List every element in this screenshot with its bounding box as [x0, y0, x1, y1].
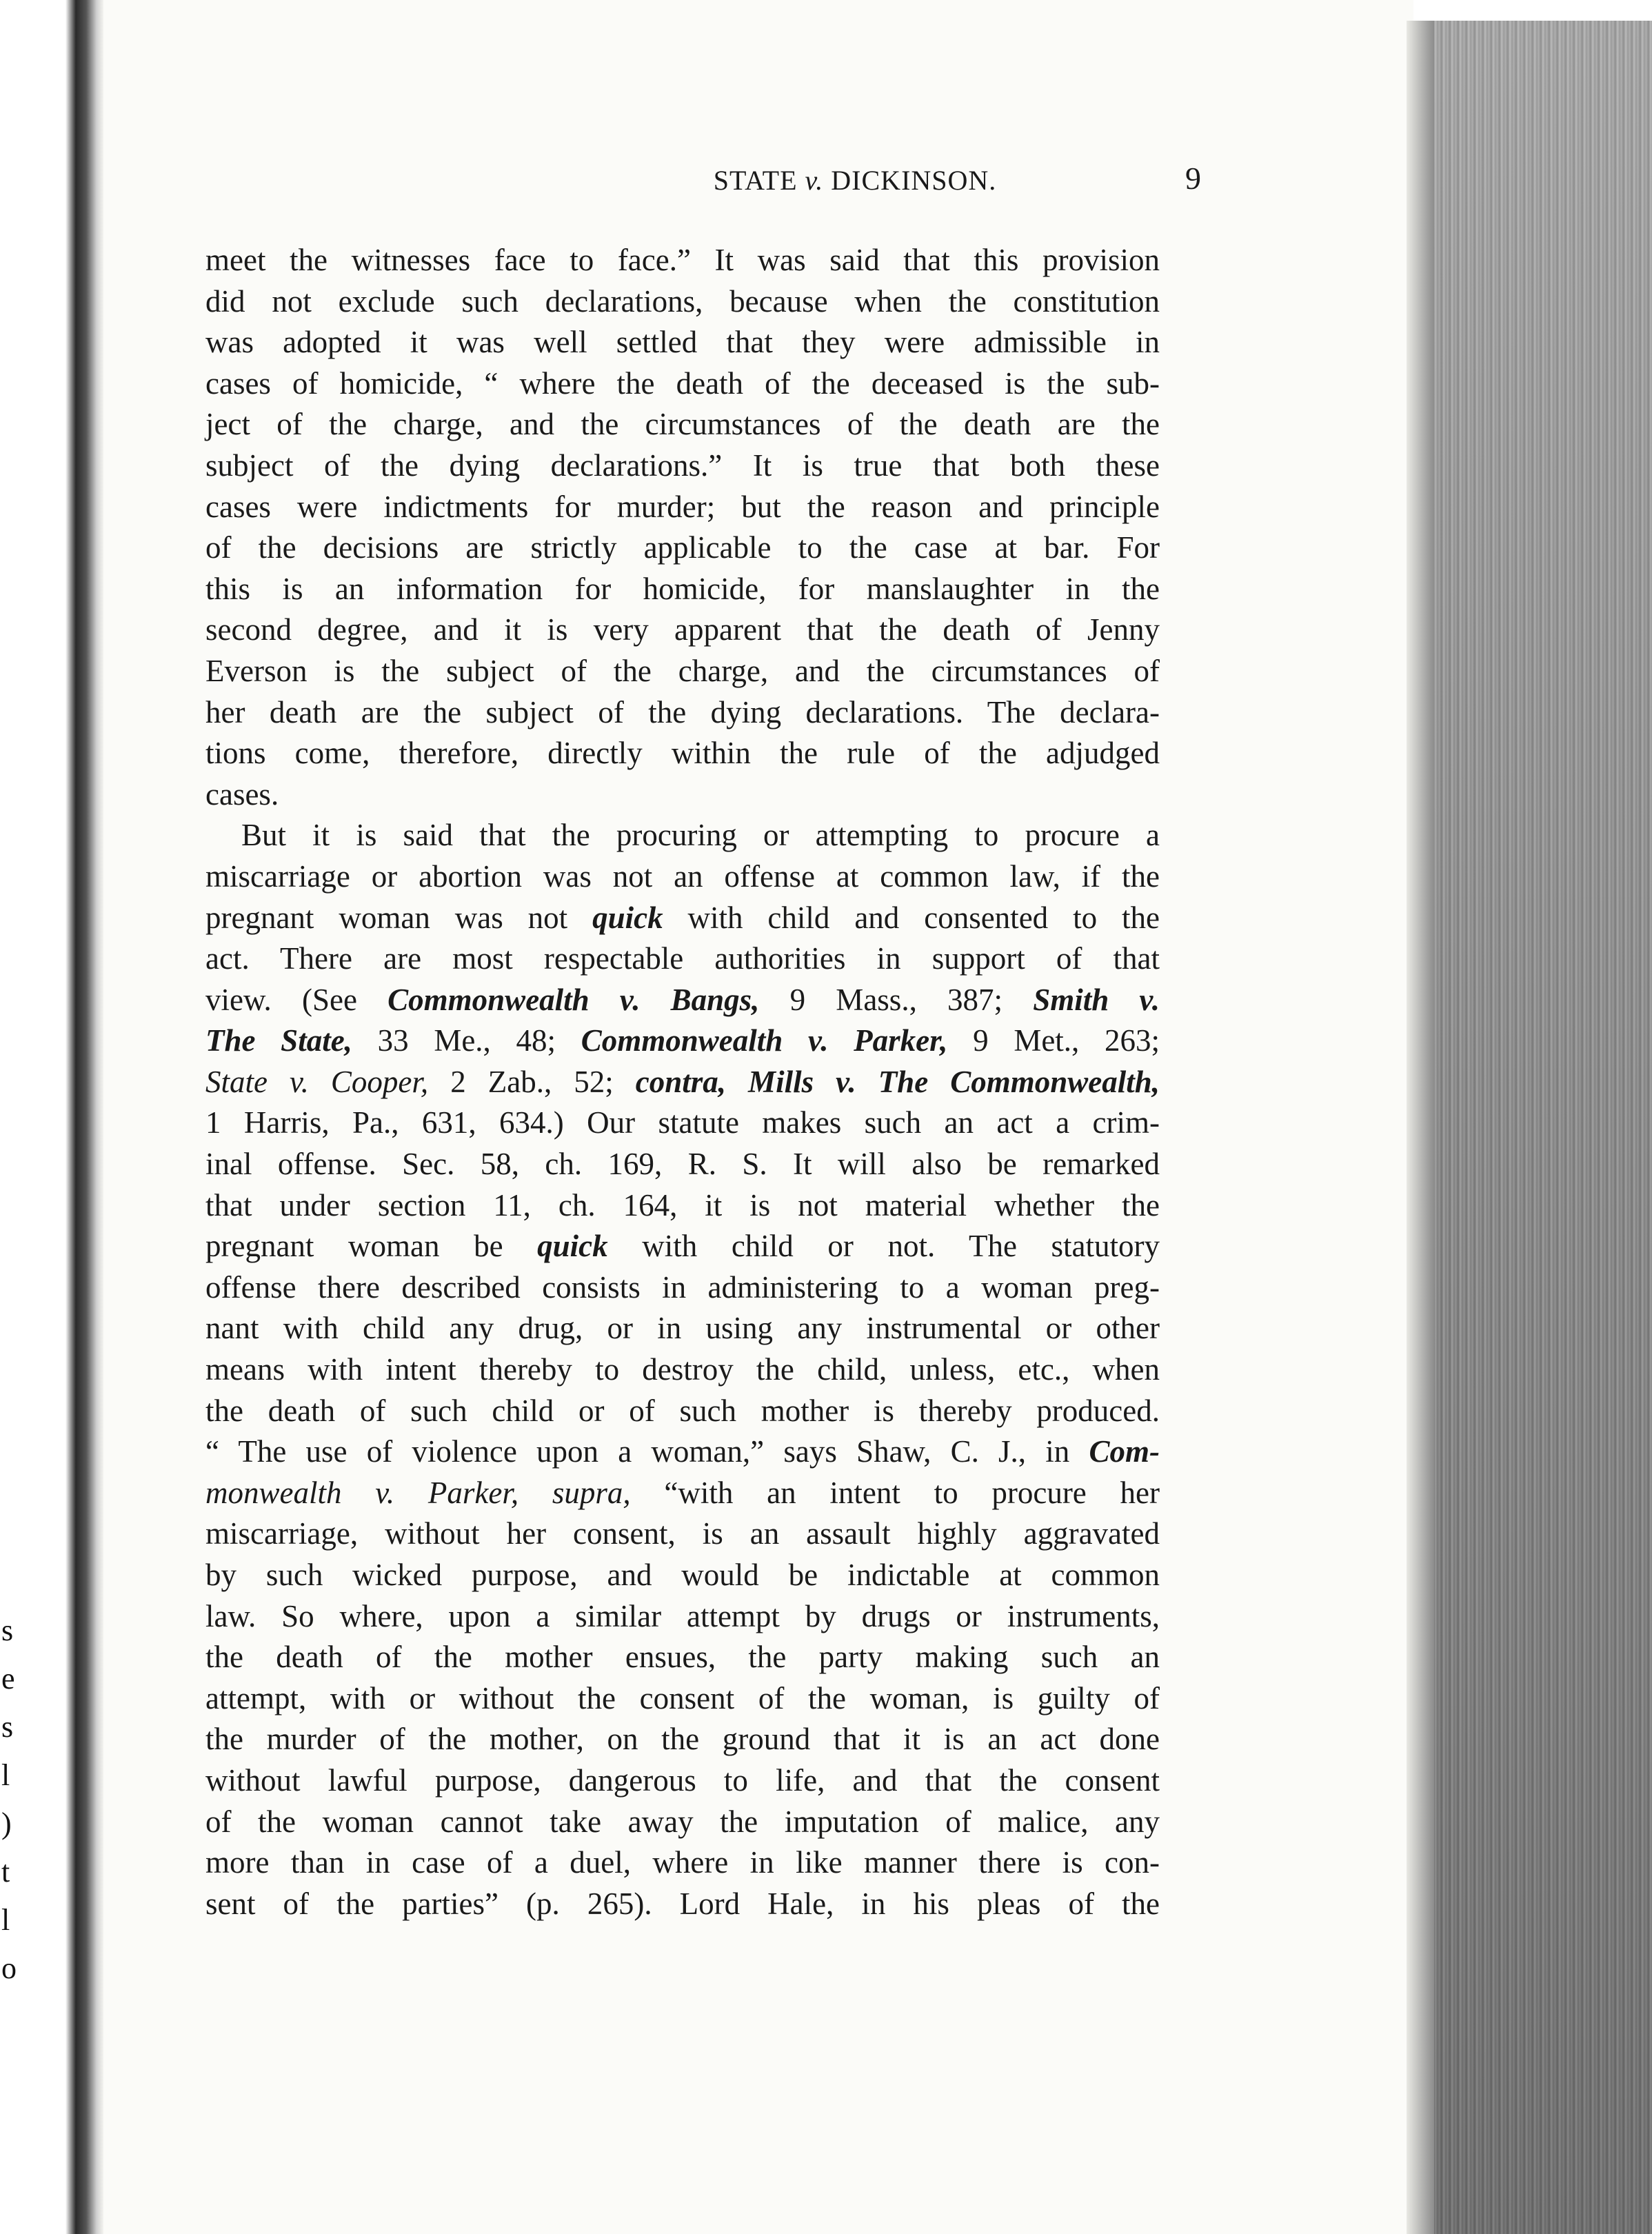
- text-line: [205, 980, 1160, 1021]
- case-citation-text: contra, Mills v. The Commonwealth,: [635, 1064, 1160, 1099]
- text-line: [205, 856, 1160, 898]
- text-segment: attempt, with or without the consent of the woman, is guilty of: [205, 1680, 1160, 1715]
- margin-mark: ): [1, 1807, 12, 1840]
- text-line: [205, 1678, 1160, 1720]
- text-line: [205, 1802, 1160, 1843]
- text-line: [205, 281, 1160, 323]
- running-head-right: DICKINSON.: [831, 165, 997, 196]
- text-line: [205, 1391, 1160, 1432]
- margin-mark: l: [1, 1758, 10, 1792]
- case-citation-text: Com-: [1089, 1434, 1160, 1469]
- text-segment: 9 Mass., 387;: [759, 982, 1034, 1017]
- text-line: [205, 445, 1160, 487]
- text-line: [205, 1760, 1160, 1802]
- text-segment: ject of the charge, and the circumstances of the death are the: [205, 407, 1160, 442]
- running-head-left: STATE: [713, 165, 798, 196]
- margin-mark: s: [1, 1613, 14, 1647]
- text-segment: sent of the parties” (p. 265). Lord Hale, in his pleas of the: [205, 1886, 1160, 1921]
- text-line: [205, 240, 1160, 281]
- text-segment: by such wicked purpose, and would be indictable at common: [205, 1558, 1160, 1592]
- text-line: [205, 1637, 1160, 1678]
- text-line: [205, 1267, 1160, 1309]
- text-segment: “with an intent to procure her: [630, 1475, 1160, 1510]
- text-line: [205, 692, 1160, 734]
- text-segment: cases of homicide, “ where the death of the deceased is the sub-: [205, 365, 1160, 401]
- case-citation-text: quick: [592, 900, 663, 935]
- text-segment: nant with child any drug, or in using any instrumental or other: [205, 1311, 1160, 1346]
- text-line: [205, 1596, 1160, 1638]
- text-segment: meet the witnesses face to face.” It was said that this provision: [205, 243, 1160, 277]
- text-line: [205, 1226, 1160, 1267]
- text-line: [205, 815, 1160, 856]
- margin-mark: l: [1, 1903, 10, 1937]
- text-segment: subject of the dying declarations.” It is true that both these: [205, 447, 1160, 483]
- text-line: [205, 1555, 1160, 1596]
- running-head: [510, 164, 1200, 197]
- text-line: [205, 938, 1160, 980]
- case-citation-text: monwealth v. Parker, supra,: [205, 1475, 631, 1510]
- text-line: [205, 898, 1160, 939]
- text-segment: with child and consented to the: [663, 900, 1160, 935]
- text-segment: cases were indictments for murder; but the reason and principle: [205, 489, 1160, 524]
- text-line: [205, 1103, 1160, 1144]
- text-line: [205, 363, 1160, 405]
- text-line: [205, 651, 1160, 692]
- text-segment: 2 Zab., 52;: [428, 1064, 636, 1099]
- text-segment: this is an information for homicide, for manslaughter in the: [205, 571, 1160, 606]
- text-segment: the death of such child or of such mother is thereby produced.: [205, 1393, 1160, 1428]
- text-segment: tions come, therefore, directly within the rule of the adjudged: [205, 736, 1160, 771]
- text-line: [205, 1513, 1160, 1555]
- margin-mark: s: [1, 1710, 14, 1744]
- text-segment: with child or not. The statutory: [607, 1229, 1160, 1264]
- text-segment: of the decisions are strictly applicable to the case at bar. For: [205, 530, 1160, 565]
- text-line: [205, 1308, 1160, 1349]
- text-line: [205, 487, 1160, 528]
- margin-mark: e: [1, 1662, 15, 1695]
- text-segment: her death are the subject of the dying declarations. The declara-: [205, 694, 1160, 729]
- text-line: [205, 1719, 1160, 1760]
- text-segment: Everson is the subject of the charge, and the circumstances of: [205, 653, 1160, 688]
- text-line: [205, 1473, 1160, 1514]
- text-line: [205, 1884, 1160, 1925]
- text-line: [205, 1431, 1160, 1473]
- text-line: [205, 610, 1160, 651]
- text-segment: But it is said that the procuring or attempting to procure a: [241, 818, 1160, 853]
- text-line: [205, 569, 1160, 610]
- text-line: [205, 404, 1160, 445]
- text-segment: without lawful purpose, dangerous to life, and that the consent: [205, 1762, 1160, 1798]
- text-line: [205, 774, 1160, 816]
- case-citation-text: quick: [537, 1229, 608, 1264]
- text-line: [205, 322, 1160, 363]
- text-line: [205, 1062, 1160, 1103]
- text-line: [205, 1842, 1160, 1884]
- text-segment: was adopted it was well settled that they were admissible in: [205, 325, 1160, 360]
- text-segment: cases.: [205, 776, 279, 812]
- text-segment: second degree, and it is very apparent that the death of Jenny: [205, 612, 1160, 647]
- text-segment: pregnant woman was not: [205, 900, 593, 935]
- text-line: [205, 1144, 1160, 1185]
- text-segment: that under section 11, ch. 164, it is not material whether the: [205, 1187, 1160, 1222]
- book-page-edges: [1407, 21, 1652, 2234]
- case-citation-text: Commonwealth v. Parker,: [581, 1023, 948, 1058]
- text-segment: act. There are most respectable authorities in support of that: [205, 941, 1160, 976]
- text-line: [205, 527, 1160, 569]
- text-segment: 9 Met., 263;: [947, 1023, 1160, 1058]
- margin-mark: o: [1, 1951, 17, 1985]
- case-citation-text: Smith v.: [1033, 982, 1160, 1017]
- text-line: [205, 1020, 1160, 1062]
- body-text: [205, 240, 1160, 1924]
- text-segment: miscarriage, without her consent, is an assault highly aggravated: [205, 1516, 1160, 1551]
- margin-mark: t: [1, 1855, 10, 1889]
- text-segment: “ The use of violence upon a woman,” says Shaw, C. J., in: [205, 1434, 1089, 1469]
- text-segment: the murder of the mother, on the ground that it is an act done: [205, 1722, 1160, 1757]
- case-citation-text: Commonwealth v. Bangs,: [387, 982, 760, 1017]
- text-segment: pregnant woman be: [205, 1229, 538, 1264]
- text-segment: more than in case of a duel, where in like manner there is con-: [205, 1845, 1160, 1880]
- text-segment: 33 Me., 48;: [352, 1023, 581, 1058]
- text-segment: 1 Harris, Pa., 631, 634.) Our statute makes such an act a crim-: [205, 1105, 1160, 1140]
- text-segment: offense there described consists in administering to a woman preg-: [205, 1269, 1160, 1305]
- text-segment: of the woman cannot take away the imputation of malice, any: [205, 1804, 1160, 1839]
- text-line: [205, 1185, 1160, 1227]
- text-segment: inal offense. Sec. 58, ch. 169, R. S. It will also be remarked: [205, 1147, 1160, 1182]
- text-segment: did not exclude such declarations, because when the constitution: [205, 283, 1160, 319]
- text-line: [205, 1349, 1160, 1391]
- text-segment: view. (See: [205, 982, 388, 1017]
- page-number: 9: [1185, 161, 1201, 196]
- text-line: [205, 733, 1160, 774]
- text-segment: means with intent thereby to destroy the child, unless, etc., when: [205, 1352, 1160, 1387]
- case-citation-text: State v. Cooper,: [205, 1064, 429, 1099]
- margin-marks: [1, 1607, 22, 1993]
- text-segment: miscarriage or abortion was not an offense at common law, if the: [205, 858, 1160, 894]
- text-segment: law. So where, upon a similar attempt by drugs or instruments,: [205, 1598, 1160, 1633]
- running-head-versus: v.: [805, 165, 824, 196]
- text-segment: the death of the mother ensues, the party making such an: [205, 1640, 1160, 1675]
- case-citation-text: The State,: [205, 1023, 352, 1058]
